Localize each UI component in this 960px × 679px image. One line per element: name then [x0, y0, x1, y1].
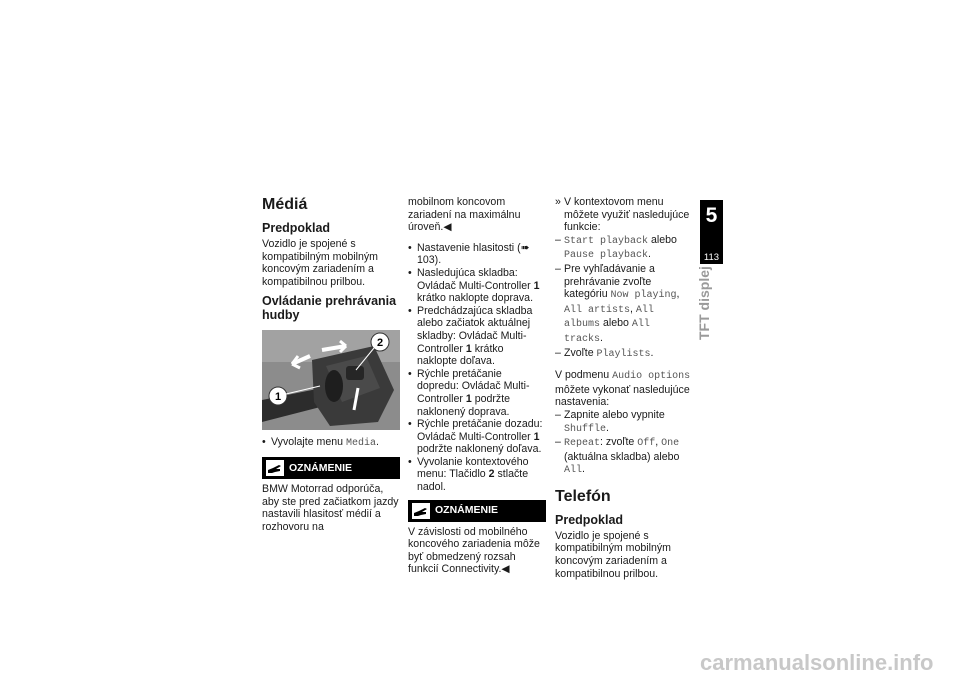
list-item: • Predchádzajúca skladba alebo začiatok aktuálnej skladby: Ovládač Multi-Controller 1 krátko naklopte doľava. — [408, 305, 546, 368]
notice-bar-1 — [262, 457, 400, 479]
function-list — [408, 242, 546, 494]
handlebar-photo — [262, 330, 400, 430]
list-item: – Zvoľte Playlists. — [555, 347, 693, 362]
handlebar-illustration — [262, 330, 400, 430]
notice-text: V závislosti od mobilného koncového zariadenia môže byť obmedzený rozsah funkcií Connectivity.◀ — [408, 525, 540, 576]
section-side-label: TFT displej — [696, 266, 712, 340]
list-item: • Vyvolanie kontextového menu: Tlačidlo 2 stlačte nadol. — [408, 456, 546, 494]
column-3 — [555, 196, 693, 580]
hand-notice-icon — [266, 460, 284, 476]
result-item: » V kontextovom menu môžete využiť nasledujúce funkcie: — [555, 196, 690, 234]
label-2: 2 — [376, 337, 384, 350]
watermark: carmanualsonline.info — [700, 650, 934, 675]
list-item: – Start playback alebo Pause playback. — [555, 234, 693, 263]
list-item: – Zapnite alebo vypnite Shuffle. — [555, 409, 693, 436]
submenu-text: V podmenu Audio options môžete vykonať nasledujúce nastavenia: — [555, 369, 691, 409]
section-title-media: Médiá — [262, 196, 308, 213]
label-1: 1 — [274, 391, 282, 404]
notice-label: OZNÁMENIE — [289, 461, 352, 474]
heading-predpoklad-telefon: Predpoklad — [555, 512, 624, 527]
step-list — [262, 436, 400, 451]
heading-ovladanie: Ovládanie prehrávania hudby — [262, 294, 397, 323]
text-predpoklad-telefon: Vozidlo je spojené s kompatibilným mobilným koncovým zariadením a kompatibilnou prilbou. — [555, 529, 671, 580]
text-predpoklad: Vozidlo je spojené s kompatibilným mobilným koncovým zariadením a kompatibilnou prilbou. — [262, 238, 378, 288]
list-item: • Nastavenie hlasitosti (➠ 103). — [408, 242, 546, 267]
list-item: • Rýchle pretáčanie dopredu: Ovládač Multi-Controller 1 podržte naklonený doprava. — [408, 368, 546, 418]
continued-text: mobilnom koncovom zariadení na maximálnu úroveň.◀ — [408, 196, 521, 234]
notice-bar-2 — [408, 500, 546, 522]
list-item: • Vyvolajte menu Media. — [262, 436, 400, 451]
list-item: • Rýchle pretáčanie dozadu: Ovládač Multi-Controller 1 podržte naklonený doľava. — [408, 418, 546, 456]
list-item: – Pre vyhľadávanie a prehrávanie zvoľte kategóriu Now playing, All artists, All albums alebo All tracks. — [555, 263, 693, 347]
notice-label: OZNÁMENIE — [435, 504, 498, 517]
list-item: • Nasledujúca skladba: Ovládač Multi-Controller 1 krátko naklopte doprava. — [408, 267, 546, 305]
chapter-number: 5 — [705, 204, 718, 227]
hand-notice-icon — [412, 503, 430, 519]
heading-predpoklad: Predpoklad — [262, 221, 331, 235]
list-item: – Repeat: zvoľte Off, One (aktuálna skladba) alebo All. — [555, 436, 693, 478]
menu-code-media: Media — [345, 438, 376, 450]
column-1 — [262, 196, 400, 533]
chapter-tab — [700, 200, 723, 264]
audio-options-list — [555, 409, 693, 478]
notice-text: BMW Motorrad odporúča, aby ste pred začiatkom jazdy nastavili hlasitosť médií a rozhovoru na — [262, 482, 399, 533]
section-title-telefon: Telefón — [555, 487, 611, 505]
context-menu-list — [555, 234, 693, 361]
page-number: 113 — [703, 252, 720, 263]
column-2 — [408, 196, 546, 576]
